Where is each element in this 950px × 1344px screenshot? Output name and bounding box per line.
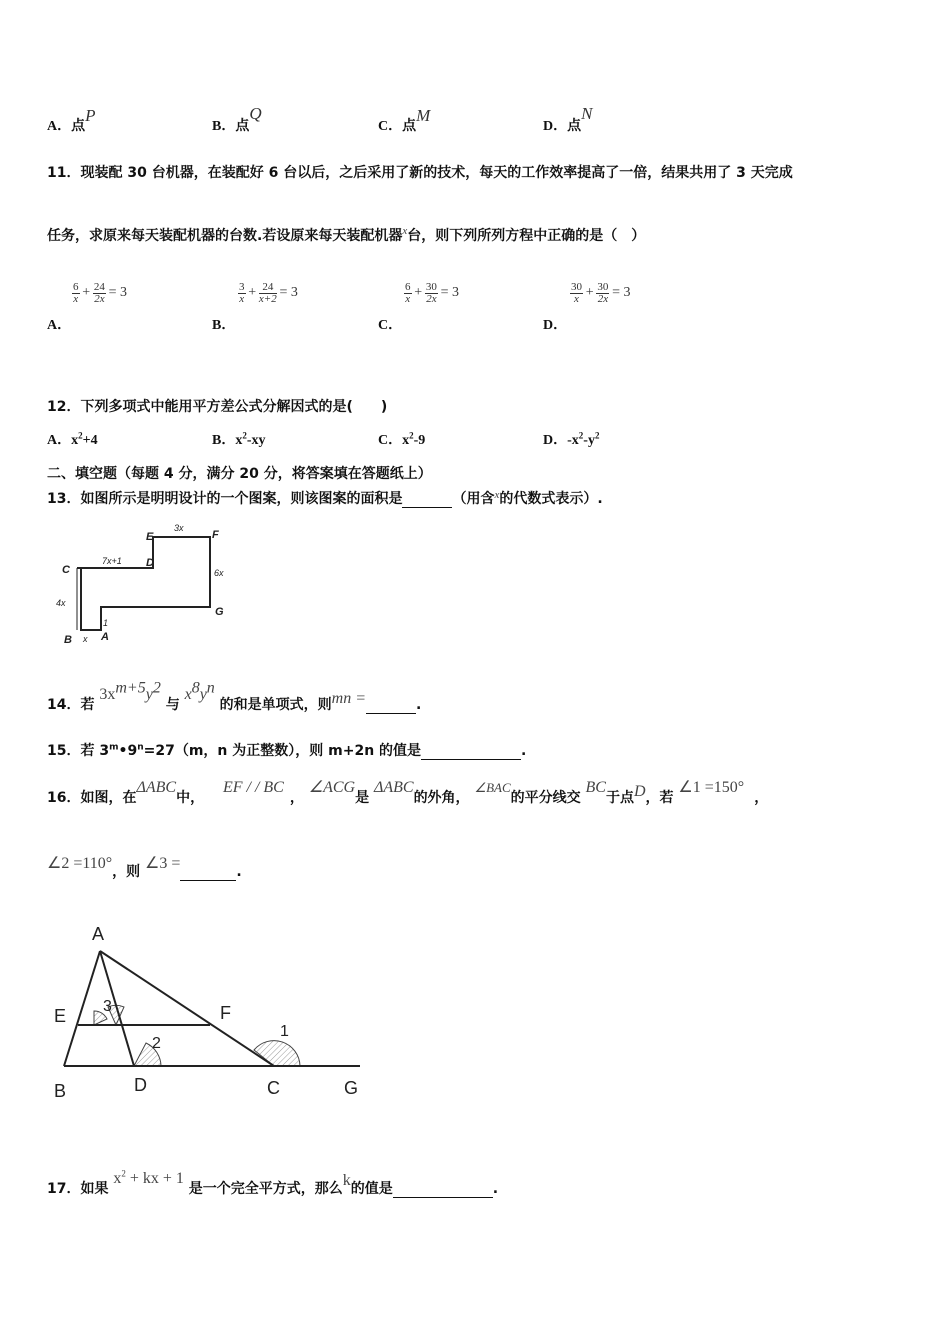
label-f: F bbox=[212, 529, 219, 541]
q17-stem: 17．如果 $x^2$ + kx + 1 是一个完全平方式，那么k的值是 . bbox=[47, 1168, 499, 1197]
q13-figure bbox=[50, 518, 240, 648]
q11-equation-d: $\frac{30}{x}$ + $\frac{30}{2x}$ = 3 bbox=[571, 281, 631, 305]
q11-letter-c: C． bbox=[378, 318, 403, 333]
label-b: B bbox=[54, 1081, 67, 1101]
angle-1-label: 1 bbox=[280, 1023, 289, 1040]
length-cb: 4x bbox=[56, 598, 66, 608]
q13-answer-blank[interactable] bbox=[402, 493, 452, 508]
label-g: G bbox=[344, 1078, 359, 1098]
label-d: D bbox=[134, 1075, 147, 1095]
q17-answer-blank[interactable] bbox=[393, 1183, 493, 1198]
length-fg: 6x bbox=[214, 568, 224, 578]
q11-stem-line1: 11．现装配 30 台机器，在装配好 6 台以后，之后采用了新的技术，每天的工作效率提高了一倍，结果共用了 3 天完成 bbox=[47, 165, 793, 181]
q14-stem: 14．若 $3x^{m+5}y^2$ 与 $x^8y^n$ 的和是单项式，则mn = . bbox=[47, 679, 422, 713]
section-heading: 二、填空题（每题 4 分，满分 20 分，将答案填在答题纸上） bbox=[47, 466, 432, 482]
q10-option-c: C．点M bbox=[378, 106, 431, 134]
q14-answer-blank[interactable] bbox=[366, 699, 416, 714]
length-a-up: 1 bbox=[103, 618, 109, 628]
label-c: C bbox=[62, 564, 70, 576]
angle-2-label: 2 bbox=[152, 1035, 161, 1052]
length-cd: 7x+1 bbox=[102, 556, 122, 566]
q11-equation-a: $\frac{6}{x}$ + $\frac{24}{2x}$ = 3 bbox=[73, 281, 128, 305]
q16-figure bbox=[48, 915, 368, 1105]
q11-letter-d: D． bbox=[543, 318, 568, 333]
label-f: F bbox=[220, 1003, 231, 1023]
q11-equation-c: $\frac{6}{x}$ + $\frac{30}{2x}$ = 3 bbox=[405, 281, 460, 305]
q15-answer-blank[interactable] bbox=[421, 745, 521, 760]
label-g: G bbox=[215, 606, 224, 618]
q12-option-b: B．$x^2-xy$ bbox=[212, 430, 266, 448]
label-c: C bbox=[267, 1078, 280, 1098]
q12-option-c: C．$x^2-9$ bbox=[378, 430, 426, 448]
q16-stem-line1: 16．如图，在ΔABC中， EF / / BC， ∠ACG是 ΔABC的外角， ∠BAC的平分线交 BC于点D，若 ∠1 =150°， bbox=[47, 779, 769, 806]
label-b: B bbox=[64, 634, 72, 646]
q11-letter-b: B． bbox=[212, 318, 236, 333]
length-ef: 3x bbox=[174, 523, 184, 533]
label-d: D bbox=[146, 557, 154, 569]
label-a: A bbox=[101, 631, 109, 643]
q10-option-b: B．点Q bbox=[212, 104, 262, 134]
q16-stem-line2: ∠2 =110°，则 ∠3 = . bbox=[47, 855, 242, 880]
angle-3-label: 3 bbox=[103, 998, 112, 1015]
q11-equation-b: $\frac{3}{x}$ + $\frac{24}{x+2}$ = 3 bbox=[239, 281, 298, 305]
q12-stem: 12．下列多项式中能用平方差公式分解因式的是( ) bbox=[47, 399, 388, 415]
label-e: E bbox=[54, 1006, 67, 1026]
q11-stem-line2: 任务，求原来每天装配机器的台数.若设原来每天装配机器$^x$台，则下列所列方程中正确的是（ ） bbox=[47, 225, 646, 244]
q12-option-d: D．$-x^2-y^2$ bbox=[543, 430, 600, 448]
q12-option-a: A．$x^2+4$ bbox=[47, 430, 98, 448]
q16-answer-blank[interactable] bbox=[180, 866, 236, 881]
label-a: A bbox=[92, 924, 105, 944]
q10-option-a: A．点P bbox=[47, 106, 96, 134]
length-ba: x bbox=[83, 634, 88, 644]
label-e: E bbox=[146, 531, 154, 543]
q15-stem: 15．若 $3^m•9^n=27(m$，n 为正整数），则 m+2n 的值是 . bbox=[47, 742, 527, 759]
q13-stem: 13．如图所示是明明设计的一个图案，则该图案的面积是 （用含$^x$的代数式表示）. bbox=[47, 489, 603, 507]
q10-option-d: D．点N bbox=[543, 104, 593, 134]
q11-letter-a: A． bbox=[47, 318, 72, 333]
